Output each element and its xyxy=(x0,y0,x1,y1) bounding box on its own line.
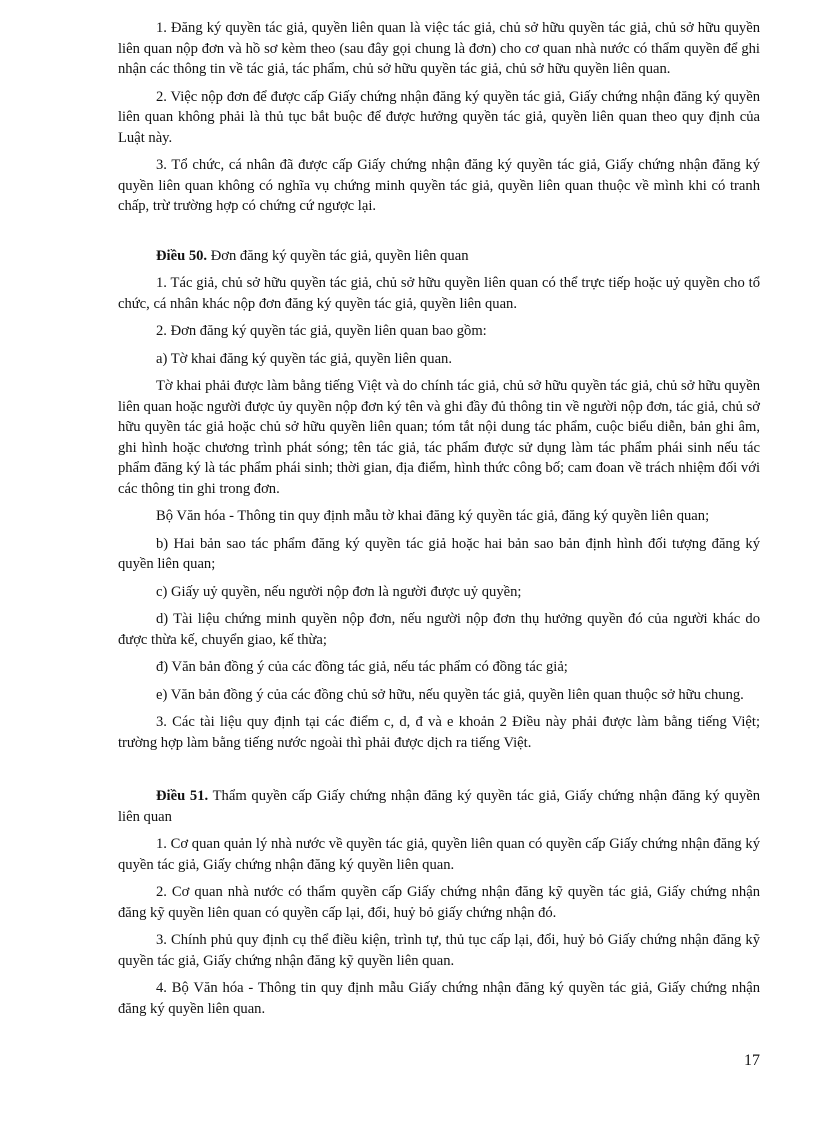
paragraph: e) Văn bản đồng ý của các đồng chủ sở hữu, nếu quyền tác giả, quyền liên quan thuộc sở hữu chung. xyxy=(156,686,744,703)
paragraph: 1. Tác giả, chủ sở hữu quyền tác giả, chủ sở hữu quyền liên quan có thể trực tiếp hoặc uỷ quyền cho tổ chức, cá nhân khác nộp đơn đăng ký quyền tác giả, quyền liên quan. xyxy=(118,275,760,312)
paragraph: 2. Việc nộp đơn để được cấp Giấy chứng nhận đăng ký quyền tác giả, Giấy chứng nhận đăng ký quyền liên quan không phải là thủ tục bắt buộc để được hưởng quyền tác giả, quyền liên quan theo quy định của Luật này. xyxy=(118,88,760,146)
paragraph: b) Hai bản sao tác phẩm đăng ký quyền tác giả hoặc hai bản sao bản định hình đối tượng đăng ký quyền liên quan; xyxy=(118,535,760,572)
paragraph: d) Tài liệu chứng minh quyền nộp đơn, nếu người nộp đơn thụ hưởng quyền đó của người khác do được thừa kế, chuyển giao, kế thừa; xyxy=(118,611,760,648)
paragraph: đ) Văn bản đồng ý của các đồng tác giả, nếu tác phẩm có đồng tác giả; xyxy=(156,659,568,675)
page-number: 17 xyxy=(744,1052,760,1069)
paragraph: Tờ khai phải được làm bằng tiếng Việt và do chính tác giả, chủ sở hữu quyền tác giả, chủ sở hữu quyền liên quan hoặc người được ủy quyền nộp đơn ký tên và ghi đầy đủ thông tin về người nộp đơn, tác giả, chủ sở hữu quyền tác giả hoặc chủ sở hữu quyền liên quan; tóm tắt nội dung tác phẩm, cuộc biểu diễn, bản ghi âm, ghi hình hoặc chương trình phát sóng; tên tác giả, tác phẩm được sử dụng làm tác phẩm phái sinh nếu tác phẩm đăng ký là tác phẩm phái sinh; thời gian, địa điểm, hình thức công bố; cam đoan về trách nhiệm đối với các thông tin ghi trong đơn. xyxy=(118,378,760,497)
document-page xyxy=(118,18,760,1026)
paragraph: c) Giấy uỷ quyền, nếu người nộp đơn là người được uỷ quyền; xyxy=(156,583,522,600)
paragraph: 2. Cơ quan nhà nước có thẩm quyền cấp Giấy chứng nhận đăng kỹ quyền tác giả, Giấy chứng nhận đăng kỹ quyền liên quan có quyền cấp lại, đổi, huỷ bỏ giấy chứng nhận đó. xyxy=(118,884,760,921)
paragraph: 4. Bộ Văn hóa - Thông tin quy định mẫu Giấy chứng nhận đăng ký quyền tác giả, Giấy chứng nhận đăng ký quyền liên quan. xyxy=(118,980,760,1017)
article-label: Điều 50. xyxy=(156,247,208,264)
paragraph: 1. Cơ quan quản lý nhà nước về quyền tác giả, quyền liên quan có quyền cấp Giấy chứng nhận đăng ký quyền tác giả, Giấy chứng nhận đăng ký quyền liên quan. xyxy=(118,836,760,873)
article-title: Thẩm quyền cấp Giấy chứng nhận đăng ký quyền tác giả, Giấy chứng nhận đăng ký quyền liên quan xyxy=(118,788,761,825)
paragraph: a) Tờ khai đăng ký quyền tác giả, quyền liên quan. xyxy=(156,350,452,367)
paragraph: 2. Đơn đăng ký quyền tác giả, quyền liên quan bao gồm: xyxy=(156,323,487,339)
article-title: Đơn đăng ký quyền tác giả, quyền liên quan xyxy=(207,247,469,264)
article-heading xyxy=(118,246,760,267)
paragraph: 1. Đăng ký quyền tác giả, quyền liên quan là việc tác giả, chủ sở hữu quyền tác giả, chủ sở hữu quyền liên quan nộp đơn và hồ sơ kèm theo (sau đây gọi chung là đơn) cho cơ quan nhà nước có thẩm quyền để ghi nhận các thông tin về tác giả, tác phẩm, chủ sở hữu quyền tác giả, chủ sở hữu quyền liên quan. xyxy=(118,20,760,77)
article-label: Điều 51. xyxy=(156,788,209,804)
paragraph: 3. Tổ chức, cá nhân đã được cấp Giấy chứng nhận đăng ký quyền tác giả, Giấy chứng nhận đăng ký quyền liên quan không có nghĩa vụ chứng minh quyền tác giả, quyền liên quan thuộc về mình khi có tranh chấp, trừ trường hợp có chứng cứ ngược lại. xyxy=(118,157,760,214)
paragraph: 3. Các tài liệu quy định tại các điểm c, d, đ và e khoản 2 Điều này phải được làm bằng tiếng Việt; trường hợp làm bằng tiếng nước ngoài thì phải được dịch ra tiếng Việt. xyxy=(118,714,760,751)
paragraph: 3. Chính phủ quy định cụ thể điều kiện, trình tự, thủ tục cấp lại, đổi, huỷ bỏ Giấy chứng nhận đăng kỹ quyền tác giả, Giấy chứng nhận đăng kỹ quyền liên quan. xyxy=(118,932,760,969)
paragraph: Bộ Văn hóa - Thông tin quy định mẫu tờ khai đăng ký quyền tác giả, đăng ký quyền liên quan; xyxy=(156,508,710,524)
article-heading xyxy=(118,786,760,827)
